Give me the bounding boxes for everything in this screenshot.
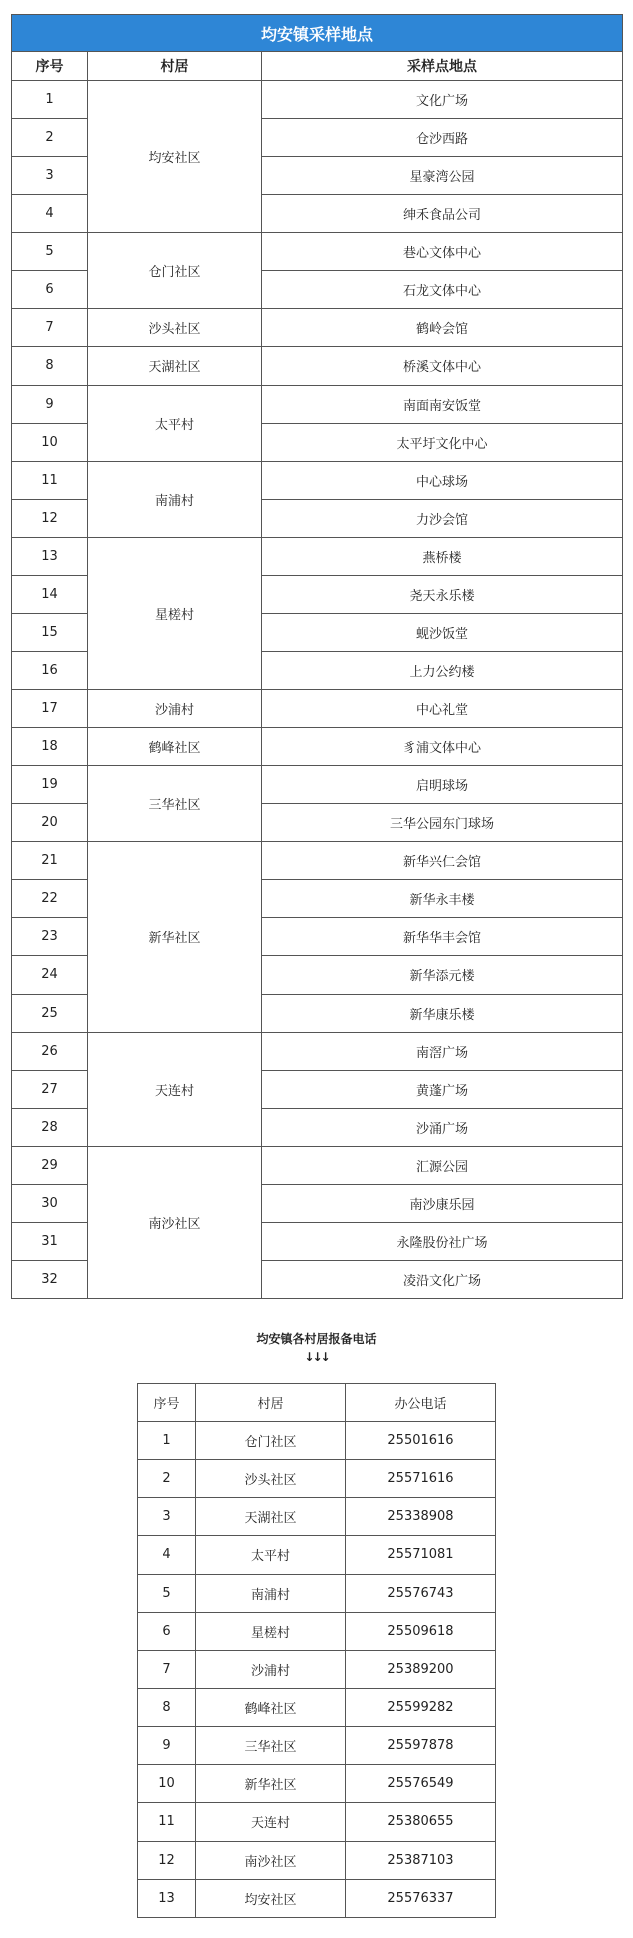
- phone-village-name: 天连村: [196, 1803, 346, 1841]
- col-header-village: 村居: [88, 52, 262, 81]
- row-number: 10: [12, 423, 88, 461]
- row-number: 24: [12, 956, 88, 994]
- phone-village-name: 鹤峰社区: [196, 1688, 346, 1726]
- phone-village-name: 沙头社区: [196, 1460, 346, 1498]
- sampling-site: 中心球场: [262, 461, 623, 499]
- phone-row-number: 5: [138, 1574, 196, 1612]
- table-row: [138, 1422, 496, 1460]
- table-row: [138, 1460, 496, 1498]
- sampling-site: 三华公园东门球场: [262, 804, 623, 842]
- phone-row-number: 7: [138, 1650, 196, 1688]
- row-number: 20: [12, 804, 88, 842]
- table-row: [138, 1536, 496, 1574]
- sampling-site: 绅禾食品公司: [262, 195, 623, 233]
- row-number: 7: [12, 309, 88, 347]
- table-row: [138, 1879, 496, 1917]
- village-name: 仓门社区: [88, 233, 262, 309]
- row-number: 22: [12, 880, 88, 918]
- office-phone: 25380655: [346, 1803, 496, 1841]
- sampling-site: 中心礼堂: [262, 690, 623, 728]
- row-number: 21: [12, 842, 88, 880]
- row-number: 5: [12, 233, 88, 271]
- table-row: [12, 385, 623, 423]
- row-number: 13: [12, 537, 88, 575]
- sampling-site: 豸浦文体中心: [262, 728, 623, 766]
- sampling-site: 黄蓬广场: [262, 1070, 623, 1108]
- office-phone: 25501616: [346, 1422, 496, 1460]
- phone-village-name: 均安社区: [196, 1879, 346, 1917]
- phone-row-number: 4: [138, 1536, 196, 1574]
- phone-row-number: 3: [138, 1498, 196, 1536]
- sampling-site: 汇源公园: [262, 1146, 623, 1184]
- village-name: 太平村: [88, 385, 262, 461]
- table-row: [138, 1574, 496, 1612]
- phone-table: [137, 1383, 496, 1918]
- office-phone: 25597878: [346, 1727, 496, 1765]
- sampling-site: 南滘广场: [262, 1032, 623, 1070]
- sampling-site: 力沙会馆: [262, 499, 623, 537]
- phone-village-name: 三华社区: [196, 1727, 346, 1765]
- phone-village-name: 南浦村: [196, 1574, 346, 1612]
- phone-village-name: 南沙社区: [196, 1841, 346, 1879]
- village-name: 鹤峰社区: [88, 728, 262, 766]
- phone-col-header-number: 序号: [138, 1384, 196, 1422]
- table-row: [138, 1650, 496, 1688]
- row-number: 25: [12, 994, 88, 1032]
- row-number: 18: [12, 728, 88, 766]
- sampling-site: 新华添元楼: [262, 956, 623, 994]
- table-row: [12, 1146, 623, 1184]
- row-number: 28: [12, 1108, 88, 1146]
- col-header-site: 采样点地点: [262, 52, 623, 81]
- phone-section-title: 均安镇各村居报备电话: [256, 1332, 377, 1346]
- table-row: [12, 233, 623, 271]
- phone-row-number: 12: [138, 1841, 196, 1879]
- table-row: [138, 1803, 496, 1841]
- phone-village-name: 新华社区: [196, 1765, 346, 1803]
- phone-table-body: [138, 1422, 496, 1918]
- table-row: [12, 690, 623, 728]
- sampling-site: 鹤岭会馆: [262, 309, 623, 347]
- sampling-site: 新华康乐楼: [262, 994, 623, 1032]
- row-number: 11: [12, 461, 88, 499]
- sampling-site: 凌沿文化广场: [262, 1260, 623, 1298]
- table-row: [12, 766, 623, 804]
- office-phone: 25599282: [346, 1688, 496, 1726]
- row-number: 26: [12, 1032, 88, 1070]
- sampling-site: 新华华丰会馆: [262, 918, 623, 956]
- office-phone: 25576743: [346, 1574, 496, 1612]
- office-phone: 25576549: [346, 1765, 496, 1803]
- table-row: [12, 347, 623, 385]
- row-number: 30: [12, 1184, 88, 1222]
- table-row: [12, 842, 623, 880]
- phone-row-number: 2: [138, 1460, 196, 1498]
- row-number: 9: [12, 385, 88, 423]
- office-phone: 25387103: [346, 1841, 496, 1879]
- phone-village-name: 仓门社区: [196, 1422, 346, 1460]
- row-number: 16: [12, 651, 88, 689]
- phone-col-header-village: 村居: [196, 1384, 346, 1422]
- phone-row-number: 6: [138, 1612, 196, 1650]
- table-row: [12, 1032, 623, 1070]
- row-number: 6: [12, 271, 88, 309]
- table-row: [12, 728, 623, 766]
- sampling-site: 尧天永乐楼: [262, 575, 623, 613]
- down-arrows-icon: ↓↓↓: [304, 1350, 329, 1364]
- row-number: 2: [12, 119, 88, 157]
- row-number: 23: [12, 918, 88, 956]
- row-number: 29: [12, 1146, 88, 1184]
- sampling-sites-table: [11, 14, 623, 1299]
- row-number: 1: [12, 81, 88, 119]
- village-name: 南浦村: [88, 461, 262, 537]
- village-name: 新华社区: [88, 842, 262, 1032]
- sampling-site: 南面南安饭堂: [262, 385, 623, 423]
- sampling-site: 上力公约楼: [262, 651, 623, 689]
- office-phone: 25571616: [346, 1460, 496, 1498]
- phone-row-number: 11: [138, 1803, 196, 1841]
- phone-village-name: 天湖社区: [196, 1498, 346, 1536]
- village-name: 天湖社区: [88, 347, 262, 385]
- row-number: 12: [12, 499, 88, 537]
- village-name: 均安社区: [88, 81, 262, 233]
- sampling-site: 仓沙西路: [262, 119, 623, 157]
- sampling-site: 燕桥楼: [262, 537, 623, 575]
- sampling-site: 蚬沙饭堂: [262, 613, 623, 651]
- row-number: 3: [12, 157, 88, 195]
- phone-village-name: 太平村: [196, 1536, 346, 1574]
- phone-row-number: 10: [138, 1765, 196, 1803]
- row-number: 4: [12, 195, 88, 233]
- phone-row-number: 9: [138, 1727, 196, 1765]
- sites-table-body: [12, 81, 623, 1299]
- row-number: 32: [12, 1260, 88, 1298]
- table-row: [138, 1727, 496, 1765]
- col-header-number: 序号: [12, 52, 88, 81]
- table-row: [138, 1841, 496, 1879]
- sampling-site: 巷心文体中心: [262, 233, 623, 271]
- table-row: [138, 1498, 496, 1536]
- sampling-site: 文化广场: [262, 81, 623, 119]
- village-name: 沙浦村: [88, 690, 262, 728]
- phone-row-number: 13: [138, 1879, 196, 1917]
- row-number: 19: [12, 766, 88, 804]
- table-row: [138, 1765, 496, 1803]
- office-phone: 25576337: [346, 1879, 496, 1917]
- village-name: 南沙社区: [88, 1146, 262, 1298]
- office-phone: 25509618: [346, 1612, 496, 1650]
- sampling-site: 沙涌广场: [262, 1108, 623, 1146]
- phone-village-name: 星槎村: [196, 1612, 346, 1650]
- phone-row-number: 8: [138, 1688, 196, 1726]
- table-row: [12, 537, 623, 575]
- village-name: 天连村: [88, 1032, 262, 1146]
- sampling-site: 桥溪文体中心: [262, 347, 623, 385]
- sampling-site: 南沙康乐园: [262, 1184, 623, 1222]
- office-phone: 25338908: [346, 1498, 496, 1536]
- sampling-site: 新华永丰楼: [262, 880, 623, 918]
- office-phone: 25389200: [346, 1650, 496, 1688]
- row-number: 27: [12, 1070, 88, 1108]
- phone-col-header-phone: 办公电话: [346, 1384, 496, 1422]
- phone-row-number: 1: [138, 1422, 196, 1460]
- village-name: 沙头社区: [88, 309, 262, 347]
- village-name: 三华社区: [88, 766, 262, 842]
- table-row: [138, 1688, 496, 1726]
- row-number: 31: [12, 1222, 88, 1260]
- sampling-site: 石龙文体中心: [262, 271, 623, 309]
- table-row: [12, 81, 623, 119]
- row-number: 15: [12, 613, 88, 651]
- sampling-site: 永隆股份社广场: [262, 1222, 623, 1260]
- sampling-site: 启明球场: [262, 766, 623, 804]
- office-phone: 25571081: [346, 1536, 496, 1574]
- table-row: [12, 309, 623, 347]
- row-number: 14: [12, 575, 88, 613]
- sites-table-title: 均安镇采样地点: [12, 15, 623, 52]
- sampling-site: 星豪湾公园: [262, 157, 623, 195]
- row-number: 17: [12, 690, 88, 728]
- table-row: [12, 461, 623, 499]
- phone-village-name: 沙浦村: [196, 1650, 346, 1688]
- table-row: [138, 1612, 496, 1650]
- village-name: 星槎村: [88, 537, 262, 689]
- sampling-site: 太平圩文化中心: [262, 423, 623, 461]
- sampling-site: 新华兴仁会馆: [262, 842, 623, 880]
- row-number: 8: [12, 347, 88, 385]
